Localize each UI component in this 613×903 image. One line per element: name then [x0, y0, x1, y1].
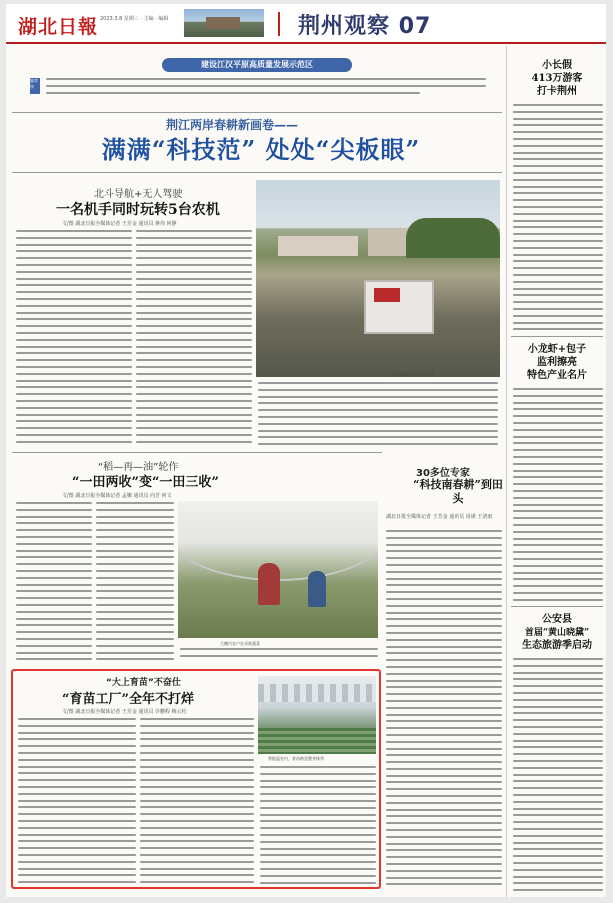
- highlight-body-col3: [260, 766, 376, 884]
- masthead: [6, 4, 606, 44]
- article3-byline: 湖北日报全媒体记者 王芳金 通讯员 周谨 王清雨: [386, 514, 493, 520]
- masthead-divider: [278, 12, 280, 36]
- article2-photo: [178, 501, 378, 638]
- sidebar-story3-title1: 公安县: [542, 614, 572, 625]
- divider: [12, 452, 382, 453]
- divider: [511, 336, 603, 337]
- sidebar-story2-body: [513, 388, 603, 602]
- newspaper-page: [6, 4, 606, 897]
- highlight-kicker: “大上育苗”不奋仕: [106, 678, 181, 688]
- section-title: [298, 9, 431, 40]
- article1-body-col2: [136, 230, 252, 448]
- lead-headline: 满满“科技范” 处处“尖板眼”: [101, 135, 421, 164]
- sidebar-story1-body: [513, 104, 603, 330]
- highlight-title: “育苗工厂”全年不打烊: [62, 692, 194, 707]
- sidebar-story3-title3: 生态旅游季启动: [522, 640, 592, 651]
- article1-kicker: 北斗导航+无人驾驶: [94, 189, 183, 200]
- photo1-caption: 无人驾驶插秧机在田间作业: [386, 372, 434, 377]
- article1-byline: 文/图 湖北日报全媒体记者 王芳金 通讯员 蒋伟 何静: [62, 221, 177, 227]
- masthead-date: 2023.3.8 星期三 · 主编 · 编辑: [100, 16, 169, 22]
- article2-byline: 文/图 湖北日报全媒体记者 孟娜 通讯员 向芳 何文: [62, 493, 172, 499]
- banner-label: 建设江汉平原高质量发展示范区: [162, 58, 352, 72]
- sidebar-story2-title3: 特色产业名片: [527, 370, 587, 381]
- highlight-byline: 文/图 湖北日报全媒体记者 王芳金 通讯员 许鹏程 梅云松: [62, 709, 187, 715]
- article2-kicker: “稻—再—油”轮作: [98, 462, 179, 473]
- article1-body-col3: [258, 382, 498, 448]
- sidebar-story3-title2: 首届“黄山晓黛”: [524, 628, 590, 638]
- article3-body: [386, 530, 502, 890]
- sidebar-story2-title1: 小龙虾+包子: [527, 344, 587, 355]
- article2-body-col3: [180, 648, 378, 662]
- photo2-caption: 大棚内农户在采收蔬菜: [220, 641, 260, 646]
- highlight-body-col2: [140, 718, 254, 884]
- article3-kicker: 30多位专家: [416, 468, 470, 479]
- article2-body-col2: [96, 502, 174, 660]
- sidebar-story2-title2: 监利擦亮: [537, 357, 577, 368]
- lead-kicker: 荆江两岸春耕新画卷——: [166, 118, 299, 132]
- divider: [12, 112, 502, 113]
- divider: [511, 606, 603, 607]
- highlight-body-col1: [18, 718, 136, 884]
- page-number: 07: [398, 14, 432, 39]
- sidebar-news: [506, 46, 606, 897]
- article1-photo: [256, 180, 500, 377]
- article2-body-col1: [16, 502, 92, 660]
- editor-note-text: [46, 78, 486, 104]
- section-name: 荆州观察: [298, 14, 391, 39]
- article1-title: 一名机手同时玩转5台农机: [56, 202, 220, 218]
- sidebar-story3-body: [513, 658, 603, 892]
- sidebar-story1-title1: 小长假: [542, 60, 572, 71]
- masthead-photo: [184, 9, 264, 37]
- article3-title: “科技南春耕”到田头: [413, 478, 503, 505]
- special-banner: [12, 56, 502, 114]
- article2-title: “一田两收”变“一田三收”: [72, 475, 219, 490]
- editor-note-tag: 编者按: [30, 78, 40, 94]
- highlight-photo: [258, 676, 376, 754]
- divider: [12, 172, 502, 173]
- photo3-caption: 智能温室内，育苗秧盘整齐排列: [268, 756, 324, 761]
- sidebar-story1-title2: 413万游客: [531, 73, 583, 84]
- newspaper-logo: 湖北日報: [18, 16, 99, 38]
- sidebar-story1-title3: 打卡荆州: [537, 86, 577, 97]
- article1-body-col1: [16, 230, 132, 448]
